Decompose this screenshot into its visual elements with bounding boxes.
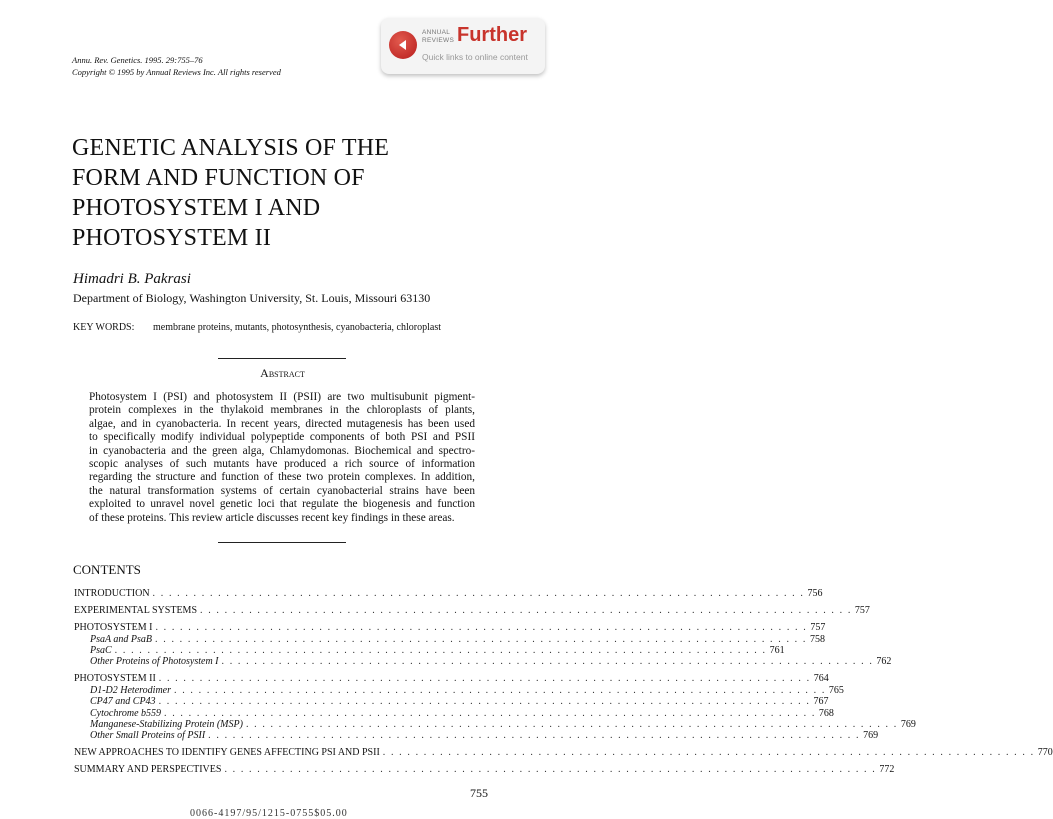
copyright-line: Copyright © 1995 by Annual Reviews Inc. All rights reserved	[72, 66, 281, 77]
toc-entry-page: 769	[863, 730, 879, 741]
toc-entry[interactable]	[74, 605, 870, 618]
abstract-line: to specifically modify individual polypeptide components of both PSI and PSII	[89, 431, 475, 444]
annual-reviews-logo: ANNUAL REVIEWS	[422, 29, 455, 44]
further-label: Further	[457, 24, 527, 46]
abstract-heading: Abstract	[260, 366, 305, 380]
toc-leader-dots: . . . . . . . . . . . . . . . . . . . . . . . . . . . . . . . . . . . . . . . . . . . . . . . . . . . . . . . . . . . . . . . . . . . . . . . . . . . . . . . .	[382, 747, 1035, 758]
abstract-bottom-rule	[218, 542, 346, 543]
toc-entry-title: NEW APPROACHES TO IDENTIFY GENES AFFECTING PSI AND PSII	[74, 747, 380, 758]
abstract-top-rule	[218, 358, 346, 359]
toc-entry-page: 770	[1037, 747, 1053, 758]
page-number: 755	[470, 786, 488, 800]
abstract-text	[89, 391, 475, 525]
toc-leader-dots: . . . . . . . . . . . . . . . . . . . . . . . . . . . . . . . . . . . . . . . . . . . . . . . . . . . . . . . . . . . . . . . . . . . . . . . . . . . . . . . .	[158, 696, 811, 707]
title-line: PHOTOSYSTEM I AND	[72, 195, 321, 221]
toc-entry[interactable]	[74, 747, 1053, 760]
toc-leader-dots: . . . . . . . . . . . . . . . . . . . . . . . . . . . . . . . . . . . . . . . . . . . . . . . . . . . . . . . . . . . . . . . . . . . . . . . . . . . . . . . .	[245, 719, 898, 730]
toc-leader-dots: . . . . . . . . . . . . . . . . . . . . . . . . . . . . . . . . . . . . . . . . . . . . . . . . . . . . . . . . . . . . . . . . . . . . . . . . . . . . . . . .	[114, 645, 767, 656]
play-circle-icon	[389, 31, 417, 59]
title-line: GENETIC ANALYSIS OF THE	[72, 135, 390, 161]
toc-entry-title: PsaC	[90, 645, 112, 656]
toc-entry-page: 757	[810, 622, 826, 633]
keywords-text: membrane proteins, mutants, photosynthesis, cyanobacteria, chloroplast	[153, 322, 441, 333]
toc-entry[interactable]	[74, 764, 895, 777]
toc-entry-page: 768	[818, 708, 834, 719]
toc-leader-dots: . . . . . . . . . . . . . . . . . . . . . . . . . . . . . . . . . . . . . . . . . . . . . . . . . . . . . . . . . . . . . . . . . . . . . . . . . . . . . . . .	[155, 622, 808, 633]
title-line: FORM AND FUNCTION OF	[72, 165, 365, 191]
abstract-line: protein complexes in the thylakoid membranes in the chloroplasts of plants,	[89, 404, 475, 417]
journal-citation	[72, 55, 281, 78]
abstract-line: in cyanobacteria and the green alga, Chlamydomonas. Biochemical and spectro-	[89, 444, 475, 457]
toc-entry-title: PHOTOSYSTEM I	[74, 622, 153, 633]
abstract-line: exploited to unravel novel genetic loci that regulate the biogenesis and function	[89, 498, 475, 511]
toc-entry-page: 762	[876, 656, 892, 667]
toc-entry-page: 758	[809, 634, 825, 645]
toc-entry-title: EXPERIMENTAL SYSTEMS	[74, 605, 198, 616]
abstract-line: regarding the structure and function of these two protein complexes. In addition,	[89, 471, 475, 484]
author-name: Himadri B. Pakrasi	[73, 271, 191, 287]
toc-entry-title: PHOTOSYSTEM II	[74, 673, 156, 684]
article-title	[72, 133, 389, 253]
toc-leader-dots: . . . . . . . . . . . . . . . . . . . . . . . . . . . . . . . . . . . . . . . . . . . . . . . . . . . . . . . . . . . . . . . . . . . . . . . . . . . . . . . .	[164, 708, 816, 719]
toc-entry-page: 767	[813, 696, 829, 707]
abstract-line: Photosystem I (PSI) and photosystem II (PSII) are two multisubunit pigment-	[89, 391, 475, 403]
toc-entry-page: 764	[813, 673, 829, 684]
toc-entry-page: 761	[769, 645, 785, 656]
toc-leader-dots: . . . . . . . . . . . . . . . . . . . . . . . . . . . . . . . . . . . . . . . . . . . . . . . . . . . . . . . . . . . . . . . . . . . . . . . . . . . . . . . .	[152, 588, 805, 599]
toc-entry-title: PsaA and PsaB	[90, 634, 153, 645]
toc-leader-dots: . . . . . . . . . . . . . . . . . . . . . . . . . . . . . . . . . . . . . . . . . . . . . . . . . . . . . . . . . . . . . . . . . . . . . . . . . . . . . . . .	[208, 730, 861, 741]
toc-entry-title: D1-D2 Heterodimer	[90, 685, 172, 696]
toc-leader-dots: . . . . . . . . . . . . . . . . . . . . . . . . . . . . . . . . . . . . . . . . . . . . . . . . . . . . . . . . . . . . . . . . . . . . . . . . . . . . . . . .	[155, 634, 807, 645]
author-affiliation: Department of Biology, Washington University, St. Louis, Missouri 63130	[73, 291, 431, 305]
further-tagline: Quick links to online content	[422, 52, 528, 62]
toc-leader-dots: . . . . . . . . . . . . . . . . . . . . . . . . . . . . . . . . . . . . . . . . . . . . . . . . . . . . . . . . . . . . . . . . . . . . . . . . . . . . . . . .	[200, 605, 852, 616]
toc-entry-page: 765	[828, 685, 844, 696]
toc-entry-page: 769	[900, 719, 916, 730]
toc-leader-dots: . . . . . . . . . . . . . . . . . . . . . . . . . . . . . . . . . . . . . . . . . . . . . . . . . . . . . . . . . . . . . . . . . . . . . . . . . . . . . . . .	[224, 764, 877, 775]
toc-entry-title: SUMMARY AND PERSPECTIVES	[74, 764, 222, 775]
toc-entry-page: 757	[854, 605, 870, 616]
toc-entry-title: INTRODUCTION	[74, 588, 150, 599]
toc-entry-title: Other Small Proteins of PSII	[90, 730, 206, 741]
toc-entry-title: Cytochrome b559	[90, 708, 162, 719]
toc-entry-title: CP47 and CP43	[90, 696, 156, 707]
toc-entry[interactable]	[74, 730, 879, 743]
further-badge[interactable]	[381, 18, 545, 74]
toc-entry[interactable]	[74, 588, 823, 601]
keywords	[73, 322, 441, 333]
toc-leader-dots: . . . . . . . . . . . . . . . . . . . . . . . . . . . . . . . . . . . . . . . . . . . . . . . . . . . . . . . . . . . . . . . . . . . . . . . . . . . . . . . .	[174, 685, 826, 696]
abstract-line: of these proteins. This review article discusses recent key findings in these areas.	[89, 511, 455, 524]
toc-entry-page: 756	[807, 588, 823, 599]
citation-line: Annu. Rev. Genetics. 1995. 29:755–76	[72, 55, 203, 65]
contents-heading: CONTENTS	[73, 562, 141, 577]
abstract-line: algae, and in cyanobacteria. In recent years, directed mutagenesis has been used	[89, 417, 475, 430]
toc-entry-title: Other Proteins of Photosystem I	[90, 656, 219, 667]
toc-entry-page: 772	[879, 764, 895, 775]
title-line: PHOTOSYSTEM II	[72, 225, 272, 251]
abstract-line: scopic analyses of such mutants have produced a rich source of information	[89, 458, 475, 471]
toc-entry-title: Manganese-Stabilizing Protein (MSP)	[90, 719, 243, 730]
abstract-line: the natural transformation systems of certain cyanobacterial strains have been	[89, 484, 475, 497]
toc-leader-dots: . . . . . . . . . . . . . . . . . . . . . . . . . . . . . . . . . . . . . . . . . . . . . . . . . . . . . . . . . . . . . . . . . . . . . . . . . . . . . . . .	[221, 656, 874, 667]
keywords-label: KEY WORDS:	[73, 322, 135, 333]
toc-leader-dots: . . . . . . . . . . . . . . . . . . . . . . . . . . . . . . . . . . . . . . . . . . . . . . . . . . . . . . . . . . . . . . . . . . . . . . . . . . . . . . . .	[158, 673, 811, 684]
footer-code: 0066-4197/95/1215-0755$05.00	[190, 808, 348, 819]
toc-entry[interactable]	[74, 656, 892, 669]
